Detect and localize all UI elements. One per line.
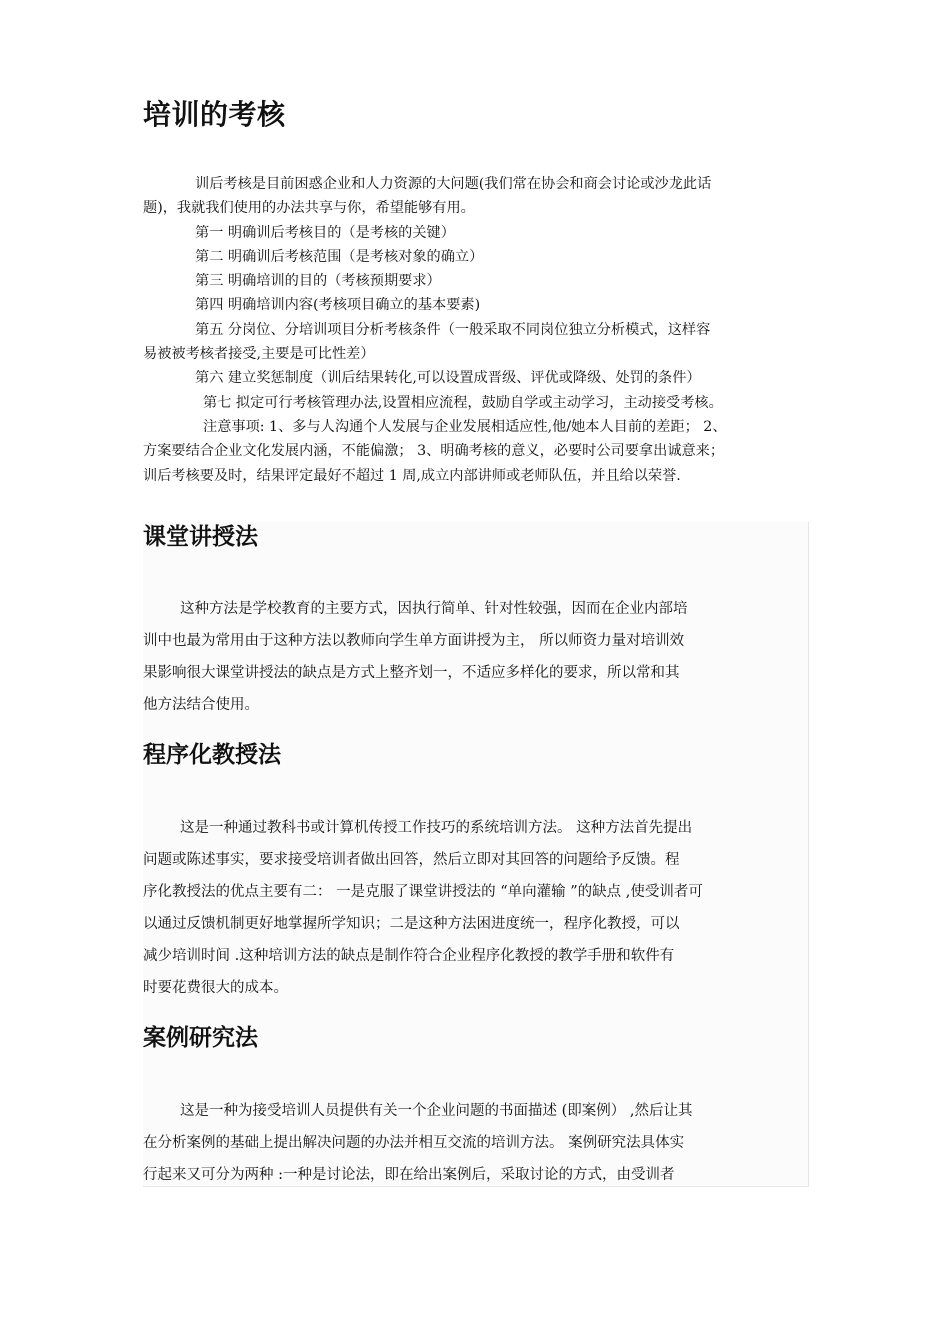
- body-line: 训中也最为常用由于这种方法以教师向学生单方面讲授为主， 所以师资力量对培训效: [143, 633, 685, 650]
- body-line: 时要花费很大的成本。: [143, 980, 288, 997]
- body-line: 果影响很大课堂讲授法的缺点是方式上整齐划一，不适应多样化的要求，所以常和其: [143, 665, 680, 682]
- body-line: 这是一种为接受培训人员提供有关一个企业问题的书面描述 (即案例） ,然后让其: [180, 1103, 693, 1119]
- section-body-case-study: [143, 1095, 808, 1187]
- body-line: 他方法结合使用。: [143, 697, 259, 714]
- body-line: 这种方法是学校教育的主要方式，因执行简单、针对性较强，因而在企业内部培: [180, 601, 688, 617]
- body-line: 以通过反馈机制更好地掌握所学知识；二是这种方法困进度统一，程序化教授，可以: [143, 916, 680, 933]
- notes-line-2: 方案要结合企业文化发展内涵，不能偏激； 3、明确考核的意义，必要时公司要拿出诚意来；: [143, 443, 725, 460]
- intro-paragraph-cont: 题)，我就我们使用的办法共享与你，希望能够有用。: [143, 200, 475, 217]
- step-3: 第三 明确培训的目的（考核预期要求）: [195, 273, 441, 290]
- body-line: 这是一种通过教科书或计算机传授工作技巧的系统培训方法。 这种方法首先提出: [180, 820, 693, 836]
- body-line: 问题或陈述事实，要求接受培训者做出回答，然后立即对其回答的问题给予反馈。程: [143, 852, 680, 869]
- step-4: 第四 明确培训内容(考核项目确立的基本要素): [195, 297, 481, 314]
- page-title: 培训的考核: [143, 98, 286, 131]
- body-line: 序化教授法的优点主要有二： 一是克服了课堂讲授法的 “单向灌输 ”的缺点 ,使受训者可: [143, 884, 703, 901]
- body-line: 在分析案例的基础上提出解决问题的办法并相互交流的培训方法。 案例研究法具体实: [143, 1135, 685, 1152]
- section-title-case-study: 案例研究法: [143, 1025, 258, 1051]
- step-7: 第七 拟定可行考核管理办法,设置相应流程，鼓励自学或主动学习，主动接受考核。: [203, 394, 723, 411]
- notes-line-3: 训后考核要及时，结果评定最好不超过 1 周,成立内部讲师或老师队伍，并且给以荣誉.: [143, 467, 681, 484]
- intro-paragraph: 训后考核是目前困惑企业和人力资源的大问题(我们常在协会和商会讨论或沙龙此话: [195, 176, 712, 192]
- intro-block: [143, 172, 815, 488]
- body-line: 减少培训时间 .这种培训方法的缺点是制作符合企业程序化教授的教学手册和软件有: [143, 948, 675, 965]
- section-body-programmed: [143, 812, 808, 1005]
- notes-line-1: 注意事项: 1、多与人沟通个人发展与企业发展相适应性,他/她本人目前的差距； 2、: [203, 418, 727, 435]
- step-2: 第二 明确训后考核范围（是考核对象的确立）: [195, 248, 484, 265]
- section-body-lecture: [143, 593, 808, 721]
- step-1: 第一 明确训后考核目的（是考核的关键）: [195, 224, 455, 241]
- section-title-programmed: 程序化教授法: [143, 742, 281, 768]
- body-line: 行起来又可分为两种 :一种是讨论法，即在给出案例后，采取讨论的方式，由受训者: [143, 1167, 675, 1184]
- step-5-cont: 易被被考核者接受,主要是可比性差）: [143, 346, 375, 363]
- step-5: 第五 分岗位、分培训项目分析考核条件（一般采取不同岗位独立分析模式，这样容: [195, 321, 711, 338]
- section-title-lecture: 课堂讲授法: [143, 524, 258, 550]
- methods-panel: [143, 522, 809, 1187]
- step-6: 第六 建立奖惩制度（训后结果转化,可以设置成晋级、评优或降级、处罚的条件）: [195, 370, 701, 387]
